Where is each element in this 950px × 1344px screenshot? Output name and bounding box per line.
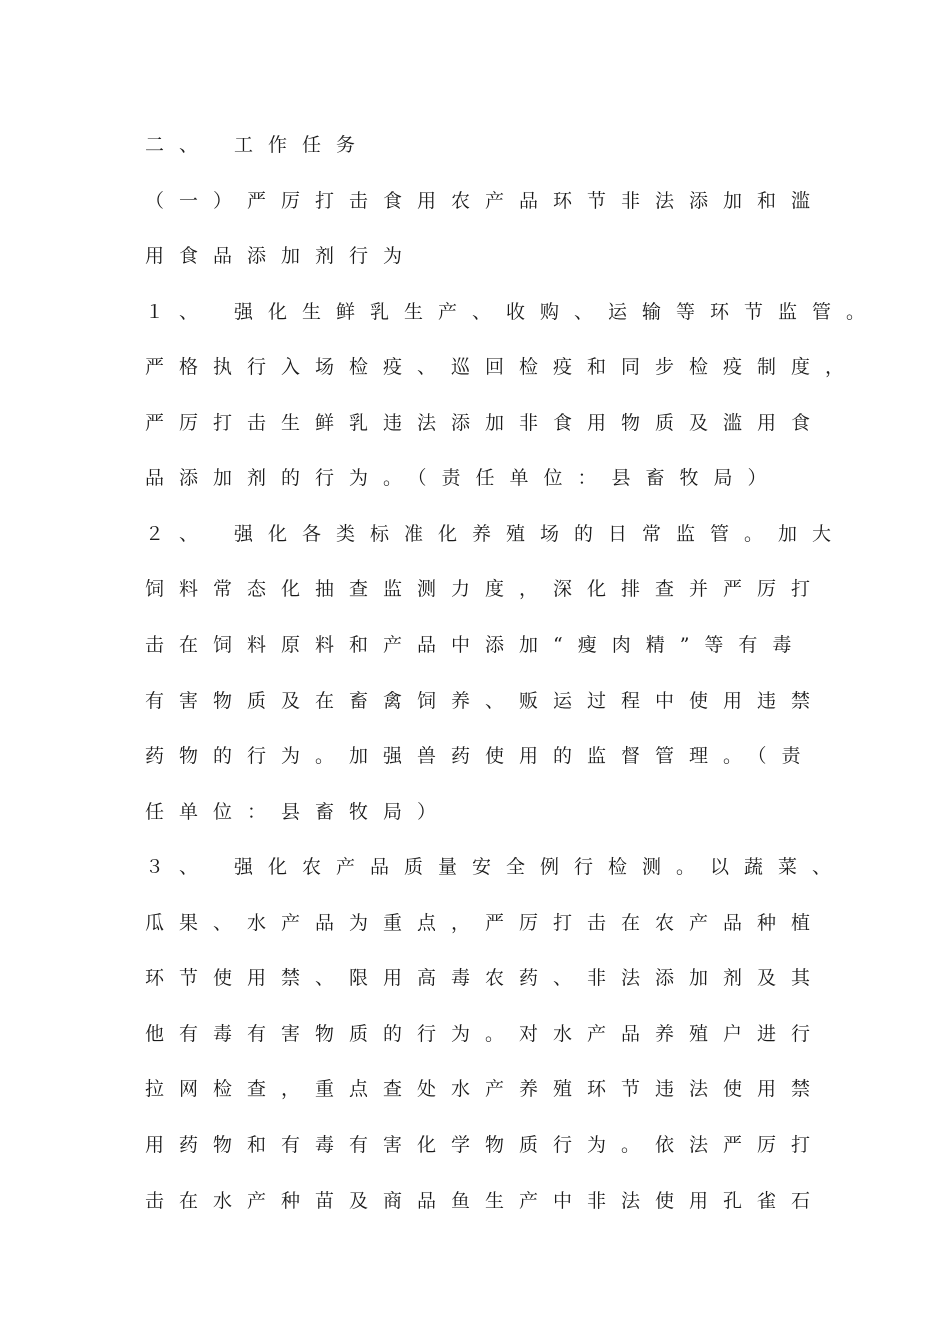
paragraph-2-line-5: 药物的行为。加强兽药使用的监督管理。（责 bbox=[145, 745, 816, 767]
paragraph-1-line-1: １、 强化生鲜乳生产、收购、运输等环节监管。 bbox=[145, 301, 881, 323]
paragraph-3-line-5: 拉网检查，重点查处水产养殖环节违法使用禁 bbox=[145, 1078, 826, 1100]
paragraph-3-line-3: 环节使用禁、限用高毒农药、非法添加剂及其 bbox=[145, 967, 826, 989]
paragraph-2-line-1: ２、 强化各类标准化养殖场的日常监管。加大 bbox=[145, 523, 847, 545]
section-heading: 二、 工作任务 bbox=[145, 134, 371, 156]
paragraph-2-line-4: 有害物质及在畜禽饲养、贩运过程中使用违禁 bbox=[145, 690, 826, 712]
subsection-heading-line-2: 用食品添加剂行为 bbox=[145, 245, 418, 267]
paragraph-3-line-7: 击在水产种苗及商品鱼生产中非法使用孔雀石 bbox=[145, 1190, 826, 1212]
paragraph-3-line-6: 用药物和有毒有害化学物质行为。依法严厉打 bbox=[145, 1134, 826, 1156]
paragraph-3-line-2: 瓜果、水产品为重点，严厉打击在农产品种植 bbox=[145, 912, 826, 934]
paragraph-1-line-3: 严厉打击生鲜乳违法添加非食用物质及滥用食 bbox=[145, 412, 826, 434]
paragraph-3-line-1: ３、 强化农产品质量安全例行检测。以蔬菜、 bbox=[145, 856, 847, 878]
paragraph-1-line-4: 品添加剂的行为。（责任单位：县畜牧局） bbox=[145, 467, 782, 489]
paragraph-2-line-6: 任单位：县畜牧局） bbox=[145, 801, 452, 823]
paragraph-3-line-4: 他有毒有害物质的行为。对水产品养殖户进行 bbox=[145, 1023, 826, 1045]
subsection-heading-line-1: （一）严厉打击食用农产品环节非法添加和滥 bbox=[145, 190, 826, 212]
paragraph-2-line-2: 饲料常态化抽查监测力度，深化排查并严厉打 bbox=[145, 578, 826, 600]
paragraph-1-line-2: 严格执行入场检疫、巡回检疫和同步检疫制度， bbox=[145, 356, 860, 378]
paragraph-2-line-3: 击在饲料原料和产品中添加“瘦肉精”等有毒 bbox=[145, 634, 807, 656]
